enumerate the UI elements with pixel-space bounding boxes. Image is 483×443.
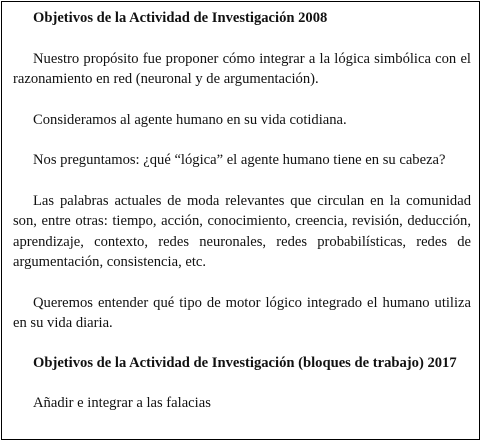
document-box (1, 1, 480, 440)
paragraph-purpose: Nuestro propósito fue proponer cómo integrar a la lógica simbólica con el razonamiento en red (neuronal y de argumentación). (13, 50, 471, 87)
paragraph-logic-engine: Queremos entender qué tipo de motor lógico integrado el humano utiliza en su vida diaria. (13, 294, 471, 331)
paragraph-human-agent: Consideramos al agente humano en su vida cotidiana. (33, 111, 347, 128)
paragraph-buzzwords: Las palabras actuales de moda relevantes que circulan en la comunidad son, entre otras: tiempo, acción, conocimiento, creencia, revisión, deducción, aprendizaje, contexto, redes neuronales, redes probabilísticas, redes de argumentación, consistencia, etc. (13, 192, 471, 270)
paragraph-fallacies: Añadir e integrar a las falacias (33, 395, 211, 411)
paragraph-question: Nos preguntamos: ¿qué “lógica” el agente humano tiene en su cabeza? (33, 152, 446, 168)
section-heading-2008: Objetivos de la Actividad de Investigación 2008 (33, 10, 328, 26)
section-heading-2017: Objetivos de la Actividad de Investigación (bloques de trabajo) 2017 (33, 354, 457, 371)
